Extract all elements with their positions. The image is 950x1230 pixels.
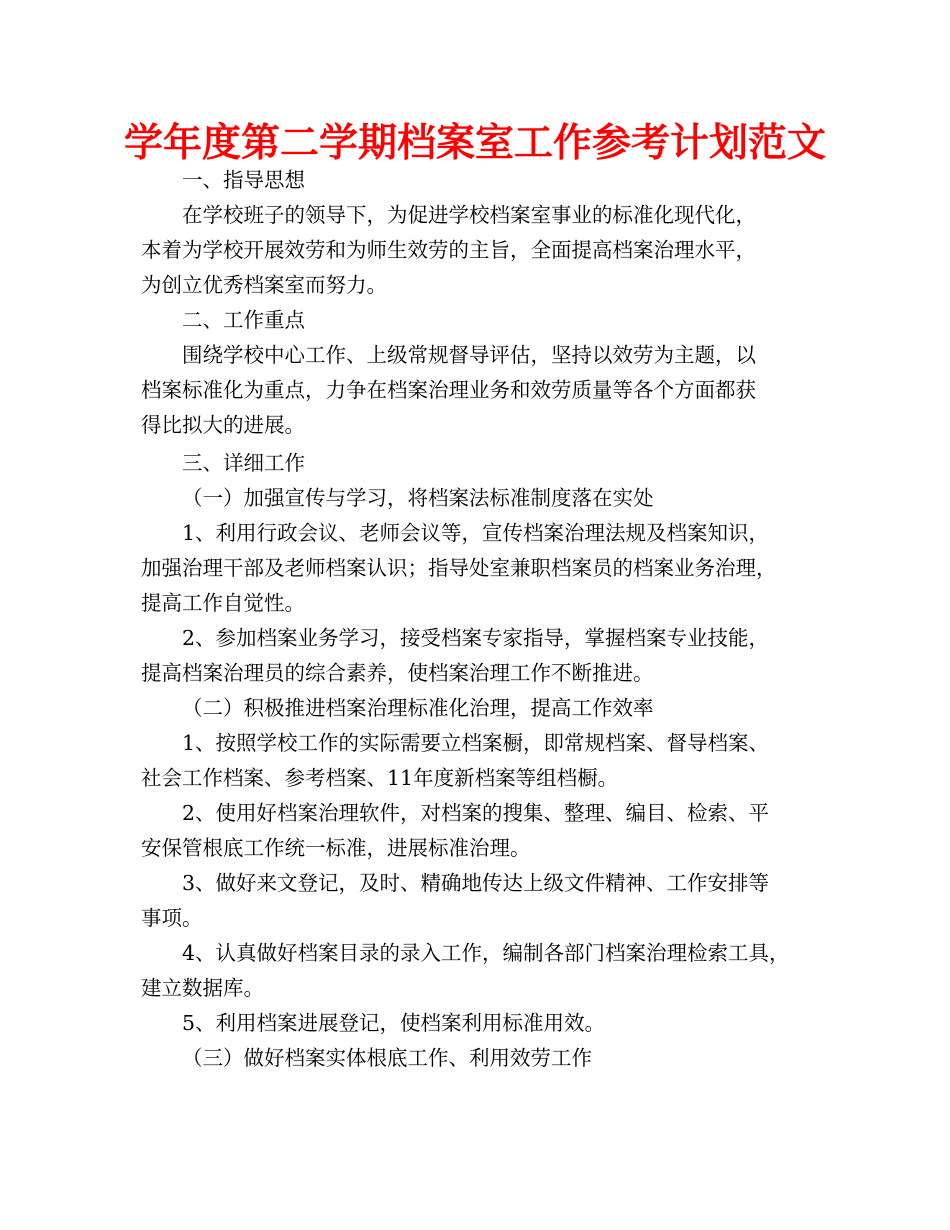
paragraph-line: 5、利用档案进展登记，使档案利用标准用效。 [182,1011,606,1035]
paragraph-line: 1、按照学校工作的实际需要立档案橱，即常规档案、督导档案、 [182,731,770,755]
paragraph-line: 社会工作档案、参考档案、11年度新档案等组档橱。 [141,766,619,790]
paragraph-line: 事项。 [141,906,203,930]
paragraph-line: 2、使用好档案治理软件，对档案的搜集、整理、编目、检索、平 [182,801,770,825]
paragraph-line: 围绕学校中心工作、上级常规督导评估，坚持以效劳为主题，以 [182,343,756,367]
paragraph-line: 1、利用行政会议、老师会议等，宣传档案治理法规及档案知识， [182,521,770,545]
paragraph-line: 4、认真做好档案目录的录入工作，编制各部门档案治理检索工具， [182,941,790,965]
subsection-heading: （二）积极推进档案治理标准化治理，提高工作效率 [182,696,654,720]
subsection-heading: （三）做好档案实体根底工作、利用效劳工作 [182,1046,592,1070]
section-heading: 二、工作重点 [182,308,305,332]
paragraph-line: 得比拟大的进展。 [141,413,305,437]
paragraph-line: 安保管根底工作统一标准，进展标准治理。 [141,836,531,860]
document-body [141,163,813,1076]
section-heading: 三、详细工作 [182,451,305,475]
paragraph-line: 建立数据库。 [141,976,264,1000]
section-heading: 一、指导思想 [182,168,305,192]
paragraph-line: 3、做好来文登记，及时、精确地传达上级文件精神、工作安排等 [182,871,770,895]
paragraph-line: 在学校班子的领导下，为促进学校档案室事业的标准化现代化， [182,203,756,227]
document-title: 学年度第二学期档案室工作参考计划范文 [123,121,826,166]
paragraph-line: 提高档案治理员的综合素养，使档案治理工作不断推进。 [141,661,654,685]
paragraph-line: 档案标准化为重点，力争在档案治理业务和效劳质量等各个方面都获 [141,378,756,402]
paragraph-line: 2、参加档案业务学习，接受档案专家指导，掌握档案专业技能， [182,626,770,650]
subsection-heading: （一）加强宣传与学习，将档案法标准制度落在实处 [182,486,654,510]
paragraph-line: 本着为学校开展效劳和为师生效劳的主旨，全面提高档案治理水平， [141,238,756,262]
paragraph-line: 加强治理干部及老师档案认识；指导处室兼职档案员的档案业务治理， [141,556,777,580]
paragraph-line: 为创立优秀档案室而努力。 [141,273,387,297]
paragraph-line: 提高工作自觉性。 [141,591,305,615]
